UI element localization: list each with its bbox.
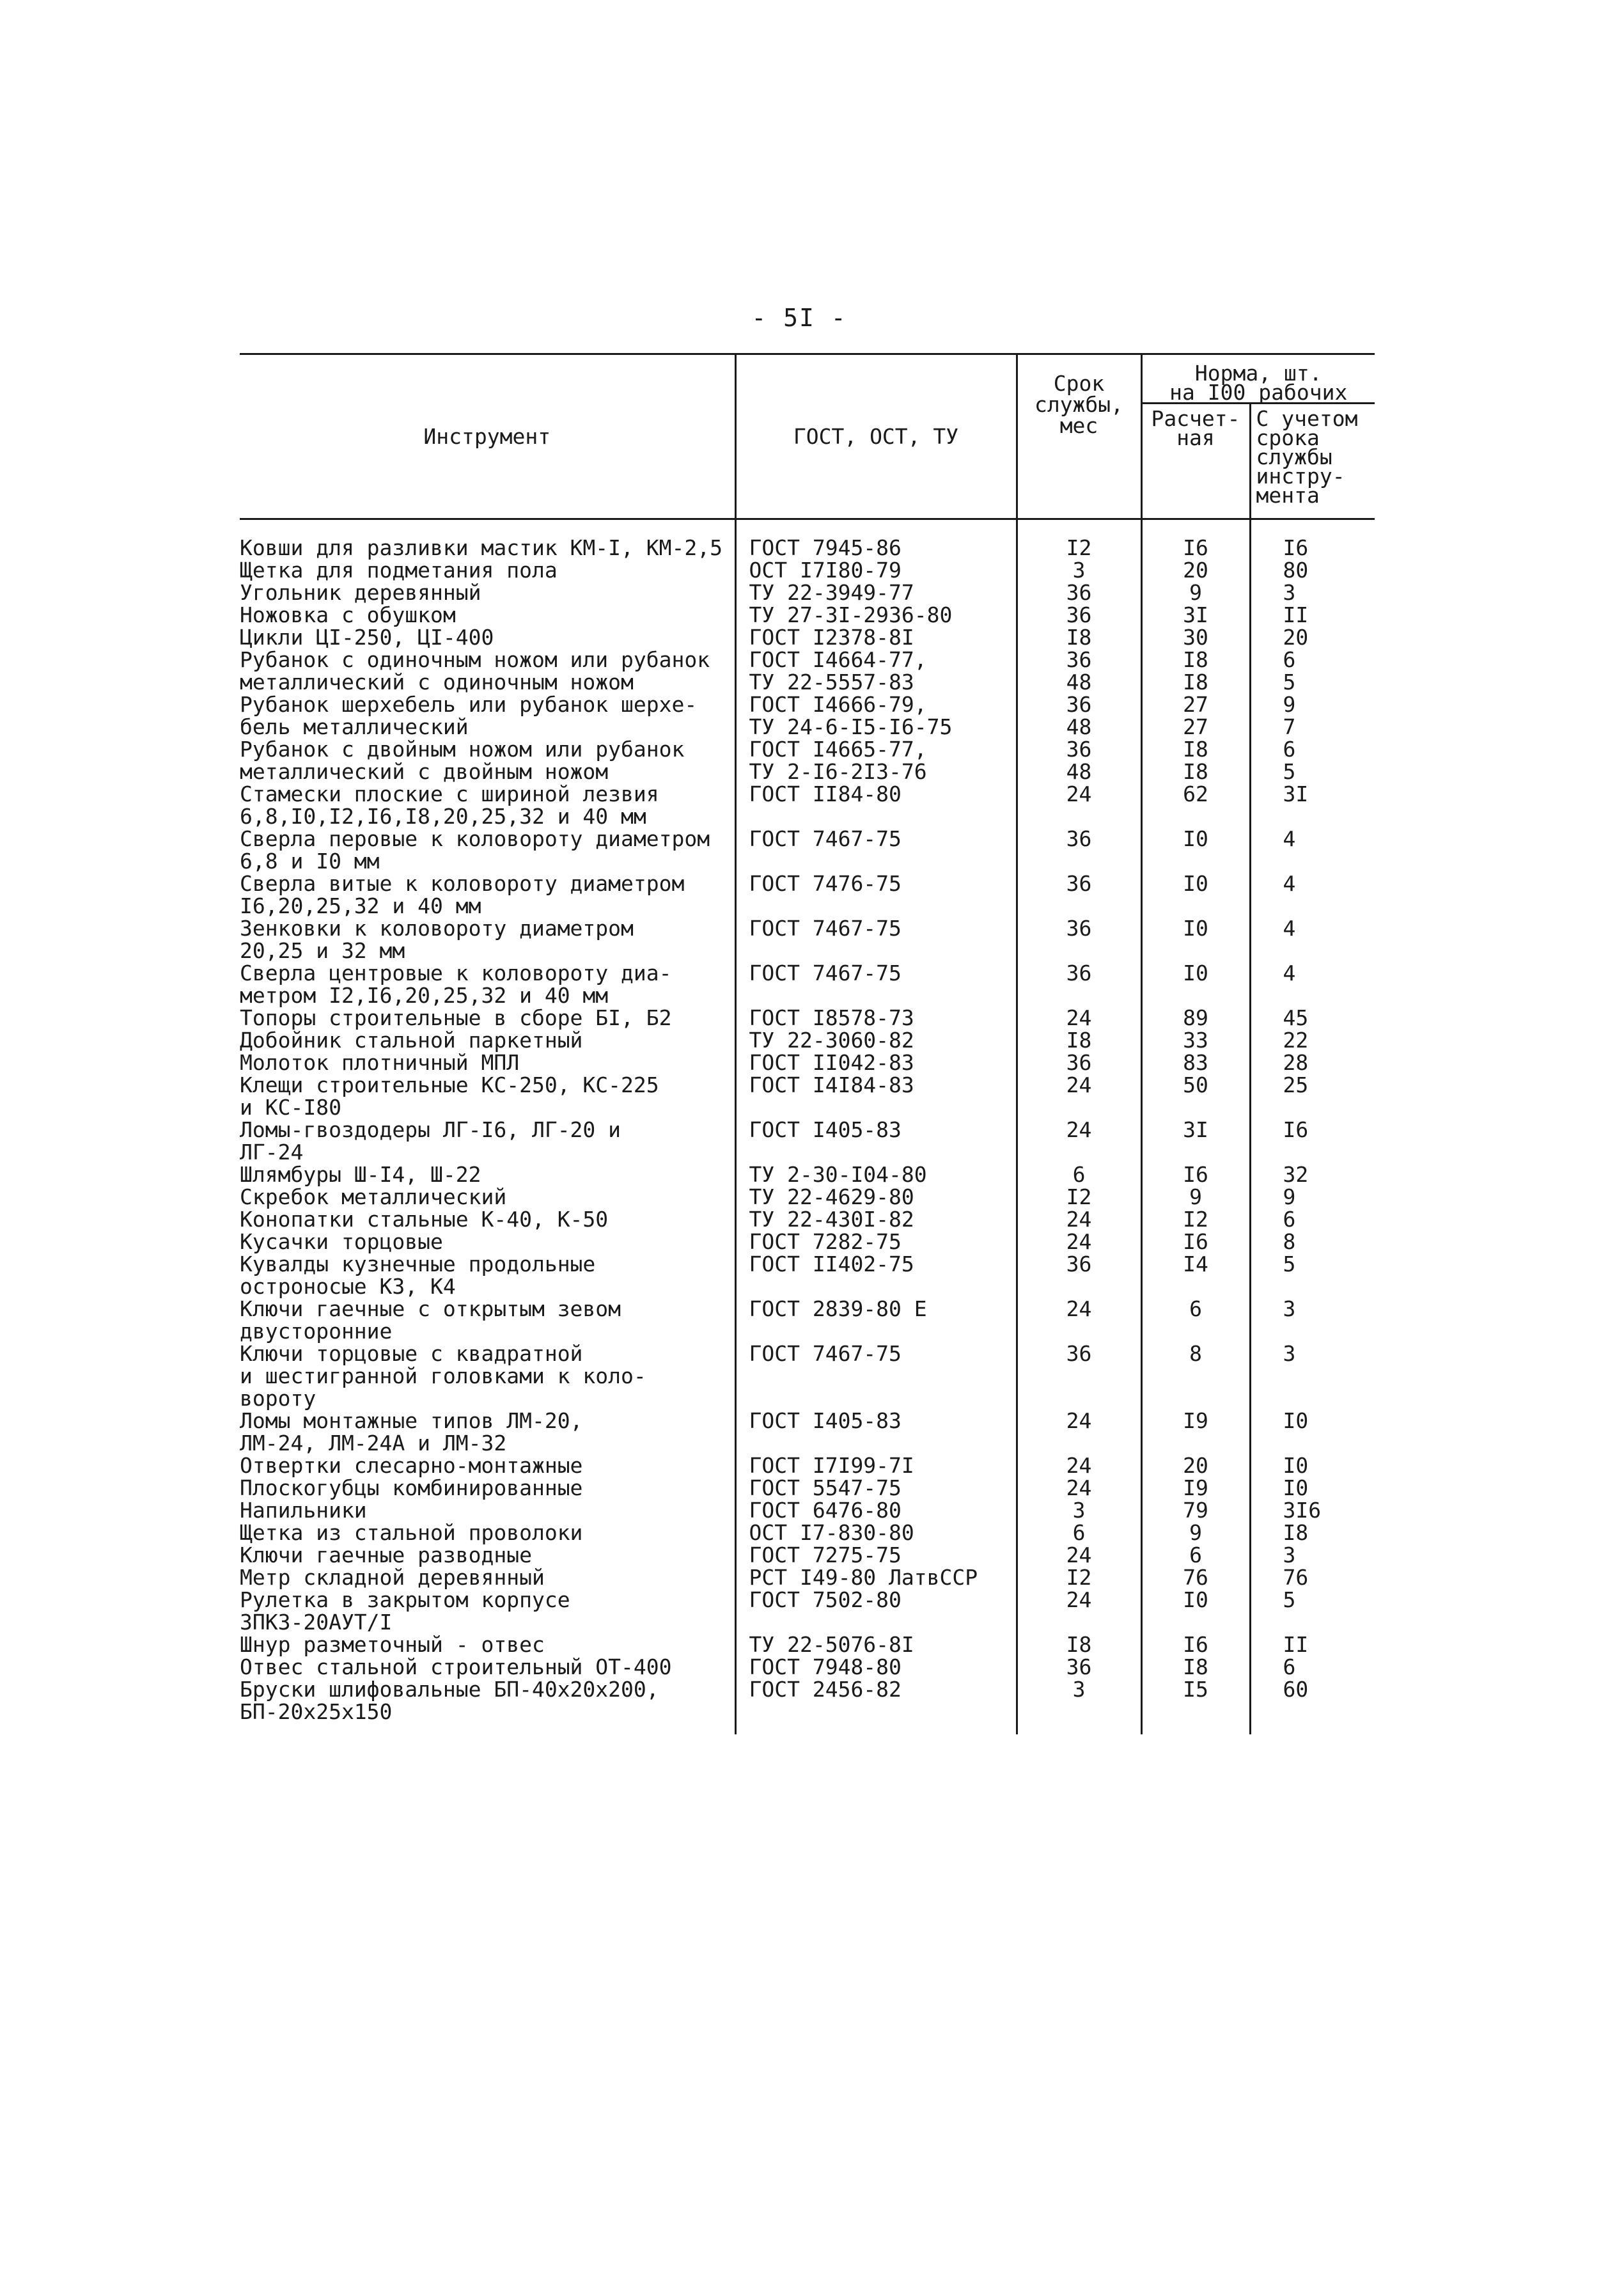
calculated-norm-cell: I6 xyxy=(1141,1163,1250,1186)
adjusted-norm-cell: 60 xyxy=(1250,1678,1375,1734)
standard-cell: ГОСТ 2456-82 xyxy=(735,1678,1017,1734)
adjusted-norm-cell: I0 xyxy=(1250,1454,1375,1477)
service-life-cell: 24 xyxy=(1017,1230,1141,1253)
standard-cell: ТУ 22-4629-80 xyxy=(735,1186,1017,1208)
calculated-norm-cell: I8 xyxy=(1141,1656,1250,1678)
tool-name-cell: Отвес стальной строительный ОТ-400 xyxy=(240,1654,672,1679)
table-row xyxy=(240,648,1375,693)
table-row xyxy=(240,1186,1375,1208)
adjusted-norm-cell: 22 xyxy=(1250,1029,1375,1051)
table-row xyxy=(240,1029,1375,1051)
calculated-norm-cell: I0 xyxy=(1141,1589,1250,1633)
table-body xyxy=(240,519,1375,1735)
standard-cell: ГОСТ I2378-8I xyxy=(735,626,1017,648)
tool-name-cell: Сверла центровые к коловороту диа- метром I2,I6,20,25,32 и 40 мм xyxy=(240,961,672,1008)
calculated-norm-cell: 89 xyxy=(1141,1007,1250,1029)
calculated-norm-cell: 79 xyxy=(1141,1499,1250,1521)
service-life-cell: 24 xyxy=(1017,1208,1141,1230)
adjusted-norm-cell: 3 xyxy=(1250,1544,1375,1566)
calculated-norm-cell: 6 xyxy=(1141,1298,1250,1342)
calculated-norm-cell: 3I xyxy=(1141,1119,1250,1163)
adjusted-norm-cell: 4 xyxy=(1250,917,1375,962)
adjusted-norm-cell: 8 xyxy=(1250,1230,1375,1253)
service-life-cell: 36 xyxy=(1017,604,1141,626)
calculated-norm-cell: I0 xyxy=(1141,872,1250,917)
calculated-norm-cell: 3I xyxy=(1141,604,1250,626)
service-life-cell: 36 xyxy=(1017,962,1141,1007)
standard-cell: ГОСТ II84-80 xyxy=(735,783,1017,828)
service-life-cell: 36 48 xyxy=(1017,648,1141,693)
service-life-cell: 36 xyxy=(1017,1656,1141,1678)
adjusted-norm-cell: 20 xyxy=(1250,626,1375,648)
standard-cell: ТУ 27-3I-2936-80 xyxy=(735,604,1017,626)
tool-name-cell: Зенковки к коловороту диаметром 20,25 и 32 мм xyxy=(240,916,634,963)
standard-cell: ГОСТ 7275-75 xyxy=(735,1544,1017,1566)
adjusted-norm-cell: 80 xyxy=(1250,559,1375,581)
service-life-cell: 6 xyxy=(1017,1521,1141,1544)
table-row xyxy=(240,626,1375,648)
standard-cell: ТУ 2-30-I04-80 xyxy=(735,1163,1017,1186)
table-row xyxy=(240,1656,1375,1678)
tool-name-cell: Щетка из стальной проволоки xyxy=(240,1520,583,1545)
table-row xyxy=(240,1007,1375,1029)
calculated-norm-cell: I0 xyxy=(1141,828,1250,872)
service-life-cell: I2 xyxy=(1017,1186,1141,1208)
adjusted-norm-cell: 4 xyxy=(1250,872,1375,917)
service-life-cell: 36 xyxy=(1017,1051,1141,1074)
table-row xyxy=(240,1409,1375,1454)
service-life-cell: I2 xyxy=(1017,519,1141,560)
tool-name-cell: Ковши для разливки мастик КМ-I, КМ-2,5 xyxy=(240,535,722,560)
calculated-norm-cell: 33 xyxy=(1141,1029,1250,1051)
service-life-cell: 36 xyxy=(1017,1253,1141,1298)
standard-cell: ГОСТ 7467-75 xyxy=(735,962,1017,1007)
adjusted-norm-cell: 6 5 xyxy=(1250,648,1375,693)
table-row xyxy=(240,519,1375,560)
header-gost: ГОСТ, ОСТ, ТУ xyxy=(735,354,1017,519)
standard-cell: ГОСТ 7948-80 xyxy=(735,1656,1017,1678)
table-row xyxy=(240,1477,1375,1499)
service-life-cell: 24 xyxy=(1017,783,1141,828)
calculated-norm-cell: 76 xyxy=(1141,1566,1250,1589)
service-life-cell: 3 xyxy=(1017,1499,1141,1521)
service-life-cell: 3 xyxy=(1017,1678,1141,1734)
standard-cell: ГОСТ 7476-75 xyxy=(735,872,1017,917)
header-norm: Норма, шт. на I00 рабочих xyxy=(1141,354,1375,404)
tool-name-cell: Рубанок с одиночным ножом или рубанок металлический с одиночным ножом xyxy=(240,647,710,695)
standard-cell: ГОСТ I4I84-83 xyxy=(735,1074,1017,1119)
page-number: - 5I - xyxy=(751,304,847,332)
service-life-cell: 24 xyxy=(1017,1589,1141,1633)
table-header xyxy=(240,354,1375,519)
table-row xyxy=(240,604,1375,626)
table-row xyxy=(240,1230,1375,1253)
tool-name-cell: Ломы монтажные типов ЛМ-20, ЛМ-24, ЛМ-24А и ЛМ-32 xyxy=(240,1408,583,1456)
adjusted-norm-cell: 4 xyxy=(1250,962,1375,1007)
standard-cell: ГОСТ I4665-77, ТУ 2-I6-2I3-76 xyxy=(735,738,1017,783)
calculated-norm-cell: I0 xyxy=(1141,962,1250,1007)
service-life-cell: 36 xyxy=(1017,872,1141,917)
table-row xyxy=(240,581,1375,604)
standard-cell: ГОСТ I405-83 xyxy=(735,1409,1017,1454)
adjusted-norm-cell: 5 xyxy=(1250,1589,1375,1633)
calculated-norm-cell: 6 xyxy=(1141,1544,1250,1566)
calculated-norm-cell: 62 xyxy=(1141,783,1250,828)
adjusted-norm-cell: 5 xyxy=(1250,1253,1375,1298)
tool-name-cell: Ножовка с обушком xyxy=(240,602,456,627)
tool-name-cell: Сверла витые к коловороту диаметром I6,20,25,32 и 40 мм xyxy=(240,871,685,918)
header-calculated: Расчет- ная xyxy=(1141,404,1250,519)
standard-cell: ГОСТ 5547-75 xyxy=(735,1477,1017,1499)
header-instrument: Инструмент xyxy=(240,354,735,519)
service-life-cell: 36 xyxy=(1017,1342,1141,1409)
service-life-cell: 24 xyxy=(1017,1454,1141,1477)
table-row xyxy=(240,1119,1375,1163)
adjusted-norm-cell: 3I xyxy=(1250,783,1375,828)
service-life-cell: I8 xyxy=(1017,1633,1141,1656)
tool-name-cell: Щетка для подметания пола xyxy=(240,558,558,583)
calculated-norm-cell: 20 xyxy=(1141,1454,1250,1477)
adjusted-norm-cell: 3 xyxy=(1250,1298,1375,1342)
table-row xyxy=(240,1499,1375,1521)
adjusted-norm-cell: 3I6 xyxy=(1250,1499,1375,1521)
service-life-cell: 6 xyxy=(1017,1163,1141,1186)
calculated-norm-cell: I9 xyxy=(1141,1409,1250,1454)
table-row xyxy=(240,1051,1375,1074)
tool-name-cell: Кувалды кузнечные продольные остроносые К3, К4 xyxy=(240,1252,596,1299)
service-life-cell: 36 xyxy=(1017,828,1141,872)
tool-name-cell: Топоры строительные в сборе БI, Б2 xyxy=(240,1005,672,1030)
adjusted-norm-cell: 6 xyxy=(1250,1208,1375,1230)
service-life-cell: 24 xyxy=(1017,1409,1141,1454)
standard-cell: ГОСТ 7502-80 xyxy=(735,1589,1017,1633)
tool-name-cell: Метр складной деревянный xyxy=(240,1565,545,1590)
adjusted-norm-cell: 76 xyxy=(1250,1566,1375,1589)
calculated-norm-cell: 83 xyxy=(1141,1051,1250,1074)
table-row xyxy=(240,1208,1375,1230)
calculated-norm-cell: 27 27 xyxy=(1141,693,1250,738)
service-life-cell: 36 48 xyxy=(1017,738,1141,783)
standard-cell: ГОСТ II402-75 xyxy=(735,1253,1017,1298)
calculated-norm-cell: 9 xyxy=(1141,1186,1250,1208)
adjusted-norm-cell: I6 xyxy=(1250,1119,1375,1163)
service-life-cell: 24 xyxy=(1017,1074,1141,1119)
adjusted-norm-cell: II xyxy=(1250,604,1375,626)
tool-name-cell: Шнур разметочный - отвес xyxy=(240,1632,545,1657)
header-adjusted: С учетом срока службы инстру- мента xyxy=(1250,404,1375,519)
calculated-norm-cell: 8 xyxy=(1141,1342,1250,1409)
calculated-norm-cell: 20 xyxy=(1141,559,1250,581)
standard-cell: ГОСТ I405-83 xyxy=(735,1119,1017,1163)
table-row xyxy=(240,917,1375,962)
tool-name-cell: Рулетка в закрытом корпусе ЗПК3-20АУТ/I xyxy=(240,1587,570,1635)
table-row xyxy=(240,1678,1375,1734)
standard-cell: ГОСТ 6476-80 xyxy=(735,1499,1017,1521)
adjusted-norm-cell: 25 xyxy=(1250,1074,1375,1119)
adjusted-norm-cell: 6 xyxy=(1250,1656,1375,1678)
adjusted-norm-cell: I0 xyxy=(1250,1477,1375,1499)
standard-cell: ГОСТ 2839-80 Е xyxy=(735,1298,1017,1342)
calculated-norm-cell: I6 xyxy=(1141,1230,1250,1253)
calculated-norm-cell: I9 xyxy=(1141,1477,1250,1499)
adjusted-norm-cell: 32 xyxy=(1250,1163,1375,1186)
standard-cell: ГОСТ I8578-73 xyxy=(735,1007,1017,1029)
calculated-norm-cell: I0 xyxy=(1141,917,1250,962)
standard-cell: ГОСТ I4664-77, ТУ 22-5557-83 xyxy=(735,648,1017,693)
adjusted-norm-cell: 28 xyxy=(1250,1051,1375,1074)
calculated-norm-cell: 50 xyxy=(1141,1074,1250,1119)
standard-cell: ТУ 22-430I-82 xyxy=(735,1208,1017,1230)
adjusted-norm-cell: I8 xyxy=(1250,1521,1375,1544)
standard-cell: ОСТ I7I80-79 xyxy=(735,559,1017,581)
standard-cell: РСТ I49-80 ЛатвССР xyxy=(735,1566,1017,1589)
tool-name-cell: Бруски шлифовальные БП-40х20х200, БП-20х25х150 xyxy=(240,1677,659,1724)
service-life-cell: 24 xyxy=(1017,1477,1141,1499)
adjusted-norm-cell: 9 7 xyxy=(1250,693,1375,738)
service-life-cell: 24 xyxy=(1017,1119,1141,1163)
table-row xyxy=(240,693,1375,738)
table-row xyxy=(240,1521,1375,1544)
adjusted-norm-cell: 9 xyxy=(1250,1186,1375,1208)
service-life-cell: 36 xyxy=(1017,581,1141,604)
tool-name-cell: Угольник деревянный xyxy=(240,580,481,605)
service-life-cell: 24 xyxy=(1017,1007,1141,1029)
table-row xyxy=(240,738,1375,783)
tool-name-cell: Ключи гаечные с открытым зевом двусторонние xyxy=(240,1296,621,1344)
tool-norms-table xyxy=(240,353,1375,1734)
tool-name-cell: Стамески плоские с шириной лезвия 6,8,I0,I2,I6,I8,20,25,32 и 40 мм xyxy=(240,781,659,829)
standard-cell: ГОСТ II042-83 xyxy=(735,1051,1017,1074)
tool-name-cell: Ключи торцовые с квадратной и шестигранной головками к коло- вороту xyxy=(240,1341,646,1411)
table-row xyxy=(240,1253,1375,1298)
table-row xyxy=(240,962,1375,1007)
calculated-norm-cell: 9 xyxy=(1141,581,1250,604)
adjusted-norm-cell: 3 xyxy=(1250,1342,1375,1409)
tool-name-cell: Ключи гаечные разводные xyxy=(240,1543,532,1567)
calculated-norm-cell: I5 xyxy=(1141,1678,1250,1734)
tool-name-cell: Добойник стальной паркетный xyxy=(240,1028,583,1053)
table-row xyxy=(240,559,1375,581)
calculated-norm-cell: I2 xyxy=(1141,1208,1250,1230)
standard-cell: ГОСТ 7467-75 xyxy=(735,1342,1017,1409)
table-row xyxy=(240,872,1375,917)
calculated-norm-cell: I8 I8 xyxy=(1141,738,1250,783)
adjusted-norm-cell: 6 5 xyxy=(1250,738,1375,783)
tool-name-cell: Сверла перовые к коловороту диаметром 6,8 и I0 мм xyxy=(240,826,710,874)
adjusted-norm-cell: 45 xyxy=(1250,1007,1375,1029)
tool-name-cell: Напильники xyxy=(240,1498,367,1523)
adjusted-norm-cell: 3 xyxy=(1250,581,1375,604)
service-life-cell: 24 xyxy=(1017,1544,1141,1566)
standard-cell: ГОСТ 7467-75 xyxy=(735,917,1017,962)
table-row xyxy=(240,1298,1375,1342)
calculated-norm-cell: I8 I8 xyxy=(1141,648,1250,693)
tool-name-cell: Цикли ЦI-250, ЦI-400 xyxy=(240,625,494,650)
service-life-cell: 36 xyxy=(1017,917,1141,962)
calculated-norm-cell: I4 xyxy=(1141,1253,1250,1298)
calculated-norm-cell: I6 xyxy=(1141,1633,1250,1656)
table-row xyxy=(240,1454,1375,1477)
tool-name-cell: Рубанок с двойным ножом или рубанок металлический с двойным ножом xyxy=(240,737,685,784)
tool-name-cell: Шлямбуры Ш-I4, Ш-22 xyxy=(240,1162,481,1187)
calculated-norm-cell: 30 xyxy=(1141,626,1250,648)
standard-cell: ГОСТ 7467-75 xyxy=(735,828,1017,872)
standard-cell: ГОСТ I4666-79, ТУ 24-6-I5-I6-75 xyxy=(735,693,1017,738)
table-row xyxy=(240,1544,1375,1566)
adjusted-norm-cell: 4 xyxy=(1250,828,1375,872)
tool-name-cell: Кусачки торцовые xyxy=(240,1229,443,1254)
standard-cell: ГОСТ 7282-75 xyxy=(735,1230,1017,1253)
service-life-cell: I8 xyxy=(1017,626,1141,648)
table-row xyxy=(240,1163,1375,1186)
tool-name-cell: Клещи строительные КС-250, КС-225 и КС-I80 xyxy=(240,1072,659,1120)
tool-name-cell: Отвертки слесарно-монтажные xyxy=(240,1453,583,1478)
tool-name-cell: Рубанок шерхебель или рубанок шерхе- бель металлический xyxy=(240,692,698,739)
standard-cell: ОСТ I7-830-80 xyxy=(735,1521,1017,1544)
calculated-norm-cell: I6 xyxy=(1141,519,1250,560)
table-row xyxy=(240,1589,1375,1633)
service-life-cell: 24 xyxy=(1017,1298,1141,1342)
calculated-norm-cell: 9 xyxy=(1141,1521,1250,1544)
adjusted-norm-cell: I6 xyxy=(1250,519,1375,560)
tool-name-cell: Скребок металлический xyxy=(240,1184,507,1209)
table-row xyxy=(240,1633,1375,1656)
header-service-life: Срок службы, мес xyxy=(1017,354,1141,519)
tool-name-cell: Конопатки стальные К-40, К-50 xyxy=(240,1207,609,1232)
standard-cell: ГОСТ I7I99-7I xyxy=(735,1454,1017,1477)
adjusted-norm-cell: I0 xyxy=(1250,1409,1375,1454)
standard-cell: ТУ 22-3949-77 xyxy=(735,581,1017,604)
standard-cell: ТУ 22-3060-82 xyxy=(735,1029,1017,1051)
table-row xyxy=(240,1342,1375,1409)
table-row xyxy=(240,783,1375,828)
service-life-cell: 3 xyxy=(1017,559,1141,581)
table-row xyxy=(240,1566,1375,1589)
service-life-cell: I2 xyxy=(1017,1566,1141,1589)
standard-cell: ГОСТ 7945-86 xyxy=(735,519,1017,560)
standard-cell: ТУ 22-5076-8I xyxy=(735,1633,1017,1656)
service-life-cell: 36 48 xyxy=(1017,693,1141,738)
table-row xyxy=(240,828,1375,872)
table-row xyxy=(240,1074,1375,1119)
tool-name-cell: Ломы-гвоздодеры ЛГ-I6, ЛГ-20 и ЛГ-24 xyxy=(240,1117,621,1165)
tool-name-cell: Молоток плотничный МПЛ xyxy=(240,1050,520,1075)
adjusted-norm-cell: II xyxy=(1250,1633,1375,1656)
tool-name-cell: Плоскогубцы комбинированные xyxy=(240,1475,583,1500)
service-life-cell: I8 xyxy=(1017,1029,1141,1051)
